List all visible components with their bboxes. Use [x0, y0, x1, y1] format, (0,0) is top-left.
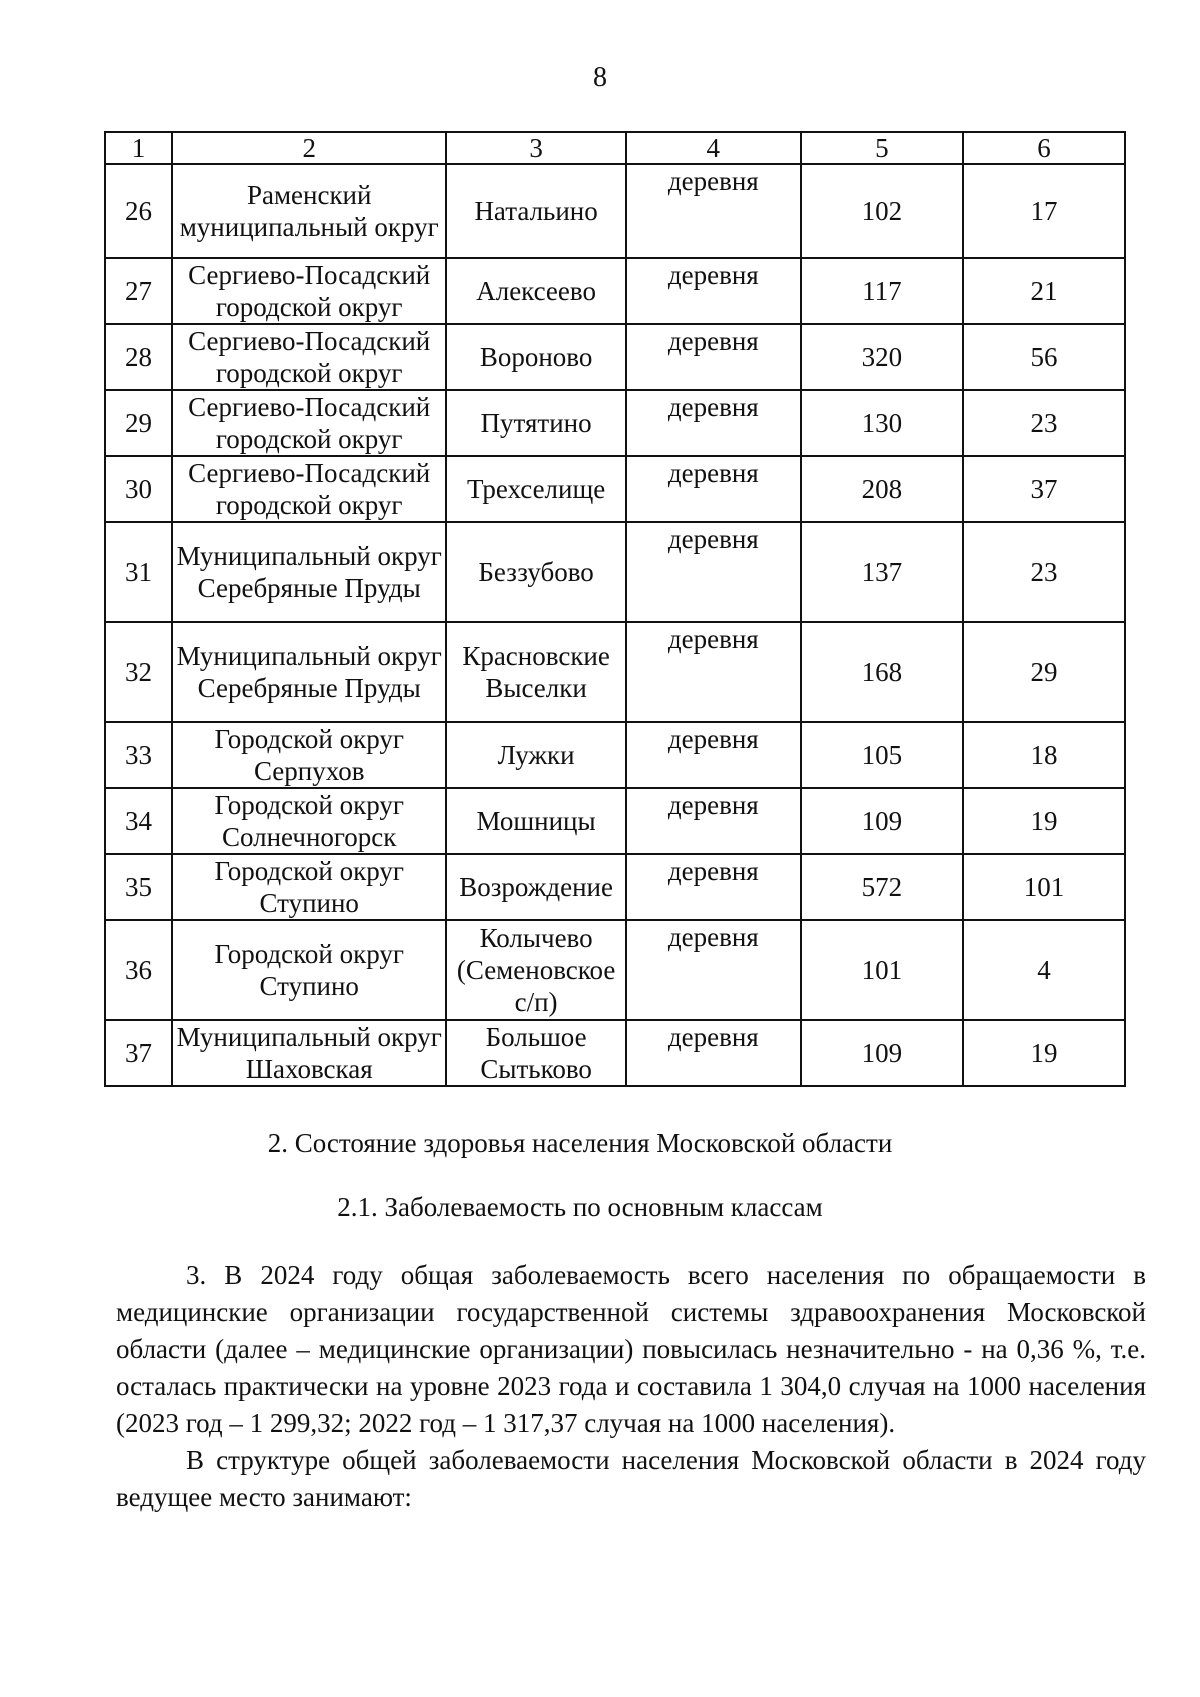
subsection-title: 2.1. Заболеваемость по основным классам	[337, 1192, 823, 1222]
type-cell: деревня	[626, 788, 801, 854]
type-cell: деревня	[626, 258, 801, 324]
district-cell: Сергиево-Посадский городской округ	[172, 258, 446, 324]
settlement-cell: Красновские Выселки	[446, 622, 625, 722]
settlements-table	[104, 131, 1126, 1087]
type-cell: деревня	[626, 522, 801, 622]
body-paragraph: 3. В 2024 году общая заболеваемость всего населения по обращаемости в медицинские организации государственной системы здравоохранения Московской области (далее – медицинские организации) повысилась незначительно - на 0,36 %, т.е. осталась практически на уровне 2023 года и составила 1 304,0 случая на 1000 населения (2023 год – 1 299,32; 2022 год – 1 317,37 случая на 1000 населения).	[116, 1260, 1146, 1438]
district-cell: Раменский муниципальный округ	[172, 164, 446, 258]
row-number: 37	[105, 1020, 172, 1086]
row-number: 31	[105, 522, 172, 622]
settlement-cell: Натальино	[446, 164, 625, 258]
row-number: 29	[105, 390, 172, 456]
table-row	[105, 390, 1125, 456]
value-cell-5: 208	[801, 456, 963, 522]
column-header: 2	[172, 132, 446, 164]
value-cell-6: 101	[963, 854, 1125, 920]
district-cell: Городской округ Серпухов	[172, 722, 446, 788]
settlement-cell: Лужки	[446, 722, 625, 788]
column-header: 5	[801, 132, 963, 164]
table-row	[105, 920, 1125, 1020]
column-header: 1	[105, 132, 172, 164]
value-cell-6: 23	[963, 522, 1125, 622]
value-cell-6: 18	[963, 722, 1125, 788]
table-row	[105, 854, 1125, 920]
value-cell-6: 19	[963, 1020, 1125, 1086]
district-cell: Городской округ Ступино	[172, 920, 446, 1020]
value-cell-5: 105	[801, 722, 963, 788]
district-cell: Сергиево-Посадский городской округ	[172, 390, 446, 456]
type-cell: деревня	[626, 390, 801, 456]
value-cell-5: 101	[801, 920, 963, 1020]
type-cell: деревня	[626, 854, 801, 920]
table-row	[105, 622, 1125, 722]
value-cell-5: 320	[801, 324, 963, 390]
value-cell-6: 21	[963, 258, 1125, 324]
value-cell-6: 19	[963, 788, 1125, 854]
column-header: 4	[626, 132, 801, 164]
table-row	[105, 456, 1125, 522]
value-cell-5: 102	[801, 164, 963, 258]
value-cell-6: 29	[963, 622, 1125, 722]
type-cell: деревня	[626, 164, 801, 258]
row-number: 32	[105, 622, 172, 722]
type-cell: деревня	[626, 1020, 801, 1086]
row-number: 33	[105, 722, 172, 788]
row-number: 34	[105, 788, 172, 854]
table-header-row	[105, 132, 1125, 164]
table-row	[105, 788, 1125, 854]
table-row	[105, 522, 1125, 622]
type-cell: деревня	[626, 722, 801, 788]
body-paragraph: В структуре общей заболеваемости населения Московской области в 2024 году ведущее место занимают:	[116, 1445, 1146, 1512]
column-header: 3	[446, 132, 625, 164]
table-row	[105, 164, 1125, 258]
settlement-cell: Путятино	[446, 390, 625, 456]
type-cell: деревня	[626, 456, 801, 522]
district-cell: Сергиево-Посадский городской округ	[172, 324, 446, 390]
settlement-cell: Вороново	[446, 324, 625, 390]
type-cell: деревня	[626, 622, 801, 722]
value-cell-6: 4	[963, 920, 1125, 1020]
row-number: 30	[105, 456, 172, 522]
value-cell-5: 117	[801, 258, 963, 324]
table-row	[105, 722, 1125, 788]
table-row	[105, 1020, 1125, 1086]
row-number: 27	[105, 258, 172, 324]
district-cell: Муниципальный округ Шаховская	[172, 1020, 446, 1086]
row-number: 35	[105, 854, 172, 920]
district-cell: Муниципальный округ Серебряные Пруды	[172, 622, 446, 722]
type-cell: деревня	[626, 324, 801, 390]
section-title: 2. Состояние здоровья населения Московской области	[267, 1128, 893, 1158]
table-row	[105, 258, 1125, 324]
district-cell: Городской округ Ступино	[172, 854, 446, 920]
settlement-cell: Большое Сытьково	[446, 1020, 625, 1086]
value-cell-5: 572	[801, 854, 963, 920]
table-row	[105, 324, 1125, 390]
value-cell-5: 109	[801, 1020, 963, 1086]
settlement-cell: Алексеево	[446, 258, 625, 324]
value-cell-6: 56	[963, 324, 1125, 390]
settlement-cell: Возрождение	[446, 854, 625, 920]
row-number: 36	[105, 920, 172, 1020]
value-cell-6: 17	[963, 164, 1125, 258]
settlement-cell: Мошницы	[446, 788, 625, 854]
settlement-cell: Трехселище	[446, 456, 625, 522]
settlement-cell: Беззубово	[446, 522, 625, 622]
value-cell-5: 168	[801, 622, 963, 722]
district-cell: Муниципальный округ Серебряные Пруды	[172, 522, 446, 622]
type-cell: деревня	[626, 920, 801, 1020]
row-number: 26	[105, 164, 172, 258]
district-cell: Сергиево-Посадский городской округ	[172, 456, 446, 522]
settlement-cell: Колычево (Семеновское с/п)	[446, 920, 625, 1020]
value-cell-6: 23	[963, 390, 1125, 456]
value-cell-5: 137	[801, 522, 963, 622]
value-cell-6: 37	[963, 456, 1125, 522]
column-header: 6	[963, 132, 1125, 164]
page-number: 8	[593, 62, 607, 93]
district-cell: Городской округ Солнечногорск	[172, 788, 446, 854]
row-number: 28	[105, 324, 172, 390]
value-cell-5: 130	[801, 390, 963, 456]
value-cell-5: 109	[801, 788, 963, 854]
